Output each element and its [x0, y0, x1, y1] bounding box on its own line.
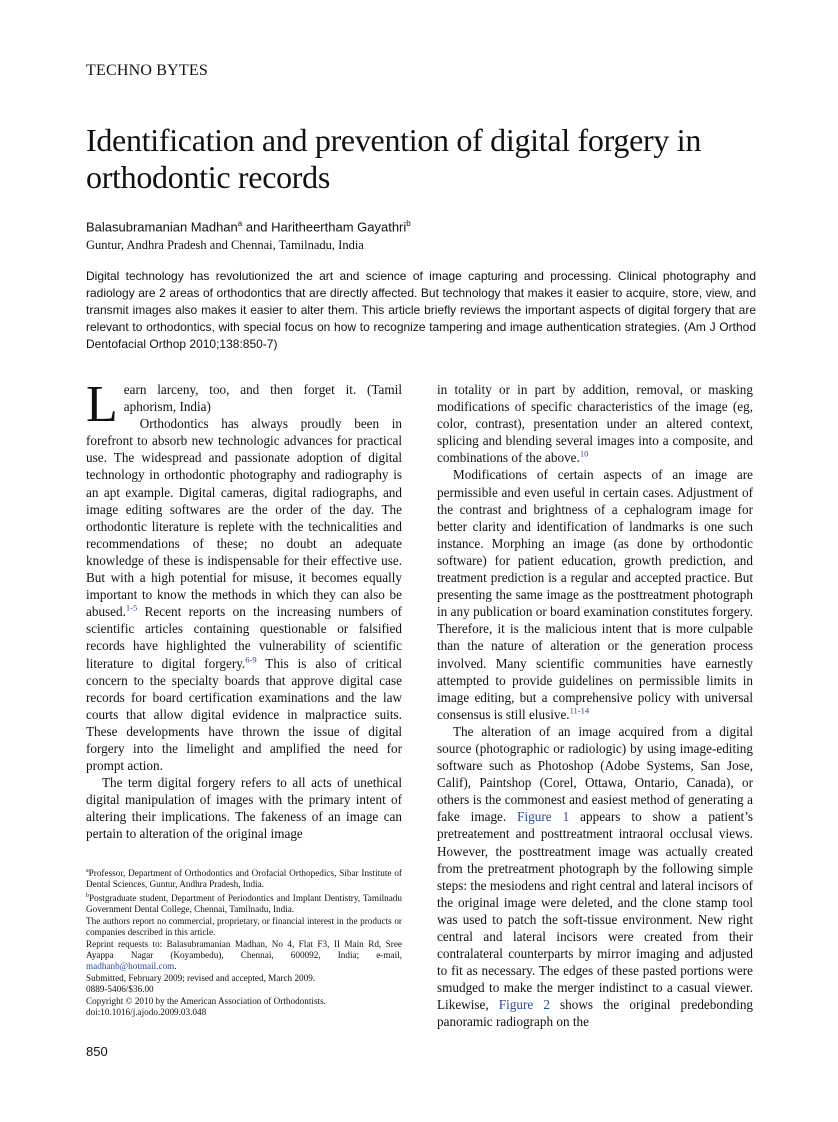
author-1: Balasubramanian Madhan — [86, 219, 238, 235]
paragraph-4-text-c: shows the original predebonding panoramic radiograph on the — [437, 997, 754, 1030]
reprint-text: Reprint requests to: Balasubramanian Madhan, No 4, Flat F3, II Main Rd, Sree Ayappa Nagar (Koyambedu), Chennai, 600092, India; e-mail, — [86, 938, 402, 960]
footnote-b-text: Postgraduate student, Department of Periodontics and Implant Dentistry, Tamilnadu Government Dental College, Chennai, Tamilnadu, India. — [86, 892, 402, 915]
paragraph-4 — [437, 723, 753, 1031]
citation-6-9[interactable]: 6-9 — [245, 654, 257, 665]
paragraph-4-text-b: appears to show a patient’s pretreatement and posttreatment intraoral occlusal views. However, the posttreatment image was actually created from the pretreatment photograph by the following simple steps: the mesiodens and right central and lateral incisors of the original image were deleted, and the clone stamp tool was used to patch the soft-tissue environment. New right central and lateral incisors were created from their contralateral counterparts by mirror imaging and adjusted to fit as necessary. The edges of these pasted portions were smudged to make the merger indistinct to a casual viewer. Likewise, — [437, 809, 753, 1013]
email-link[interactable]: madhanb@hotmail.com — [86, 961, 175, 972]
body-column-left — [86, 376, 402, 843]
copyright: Copyright © 2010 by the American Association of Orthodontists. — [86, 995, 326, 1006]
submission-dates: Submitted, February 2009; revised and accepted, March 2009. — [86, 972, 316, 983]
reprint-requests — [86, 939, 402, 973]
paragraph-2-cont-text: in totality or in part by addition, removal, or masking modifications of specific characteristics of the image (eg, color, contrast), presentation under an altered context, splicing and blending several images into a composite, and combinations of the above. — [437, 382, 753, 466]
paragraph-1 — [86, 415, 402, 774]
footnote-a-text: Professor, Department of Orthodontics and Orofacial Orthopedics, Sibar Institute of Dental Sciences, Guntur, Andhra Pradesh, India. — [86, 868, 402, 890]
author-joiner: and — [242, 219, 272, 235]
footnote-a-mark: a — [86, 868, 89, 874]
author-line — [86, 219, 411, 234]
disclosure: The authors report no commercial, proprietary, or financial interest in the products or companies described in this article. — [86, 915, 402, 938]
doi: doi:10.1016/j.ajodo.2009.03.048 — [86, 1007, 207, 1017]
section-label: TECHNO BYTES — [86, 62, 208, 79]
affiliation: Guntur, Andhra Pradesh and Chennai, Tamilnadu, India — [86, 238, 364, 252]
epigraph-paragraph — [86, 376, 402, 433]
paragraph-2-continued — [437, 381, 753, 466]
article-title: Identification and prevention of digital forgery in orthodontic records — [86, 122, 702, 195]
footnote-a — [86, 866, 402, 891]
drop-cap: L — [86, 376, 118, 433]
abstract: Digital technology has revolutionized the art and science of image capturing and processing. Clinical photography and radiology are 2 areas of orthodontics that are directly affected. But technology that makes it easier to acquire, store, view, and transmit images also makes it easier to alter them. This article briefly reviews the important aspects of digital forgery that are relevant to orthodontics, with special focus on how to recognize tampering and image authentication strategies. (Am J Orthod Dentofacial Orthop 2010;138:850-7) — [86, 269, 756, 351]
paragraph-3-text: Modifications of certain aspects of an image are permissible and even useful in certain cases. Adjustment of the contrast and brightness of a cephalogram image for better clarity and identification of landmarks is one such instance. Morphing an image (as done by orthodontic software) for patient education, growth prediction, and treatment prediction is a regular and accepted practice. But presenting the same image as the posttreatment photograph in any publication or board examination constitutes forgery. Therefore, it is the malicious intent that is more culpable than the nature of alteration or the generation process involved. Many scientific communities have earnestly attempted to provide guidelines on permissible limits in image editing, but a comprehensive policy with universal consensus is still elusive. — [437, 467, 753, 722]
body-column-right — [437, 381, 753, 1031]
citation-1-5[interactable]: 1-5 — [125, 602, 138, 613]
page-number: 850 — [86, 1044, 108, 1059]
paragraph-1-text-a: Orthodontics has always proudly been in forefront to absorb new technologic advances for practical use. The widespread and passionate adoption of digital technology in orthodontic photography and radiography is an apt example. Digital cameras, digital radiographs, and image editing softwares are the order of the day. The orthodontic literature is replete with the technicalities and recommendations of these; no doubt an adequate knowledge of these is indispensable for their effective use. But with a high potential for misuse, it becomes equally important to know the methods in which they can also be abused. — [86, 416, 402, 620]
epigraph: earn larceny, too, and then forget it. (Tamil aphorism, India) — [123, 382, 402, 415]
citation-11-14[interactable]: 11-14 — [569, 705, 590, 716]
paragraph-4-text-a: The alteration of an image acquired from a digital source (photographic or radiologic) by using image-editing software such as Photoshop (Adobe Systems, San Jose, Calif), Paintshop (Corel, Ottawa, Ontario, Canada), or others is the commonest and easiest method of generating a fake image. — [437, 723, 753, 825]
footnote-b — [86, 891, 402, 916]
author-2-mark: b — [406, 219, 411, 228]
author-1-mark: a — [237, 219, 243, 228]
reprint-end: . — [174, 961, 177, 972]
paragraph-1-text-c: This is also of critical concern to the specialty boards that approve digital case records for board certification examinations and the law courts that allow digital evidence in malpractice suits. These developments have thrown the issue of digital forgery into the limelight and amplified the need for prompt action. — [86, 655, 402, 774]
footnotes — [86, 866, 402, 1018]
citation-10[interactable]: 10 — [579, 448, 589, 459]
footnote-b-mark: b — [86, 892, 89, 899]
figure-2-link[interactable]: Figure 2 — [498, 997, 550, 1013]
figure-1-link[interactable]: Figure 1 — [517, 809, 570, 825]
paragraph-1-text-b: Recent reports on the increasing numbers of scientific articles containing questionable or falsified records have highlighted the vulnerability of scientific literature to digital forgery. — [86, 604, 402, 671]
paragraph-3 — [437, 466, 753, 722]
author-2: Haritheertham Gayathri — [271, 219, 407, 235]
paragraph-2: The term digital forgery refers to all acts of unethical digital manipulation of images with the primary intent of altering their implications. The fakeness of an image can pertain to alteration of the original image — [86, 775, 402, 842]
issn: 0889-5406/$36.00 — [86, 984, 154, 995]
